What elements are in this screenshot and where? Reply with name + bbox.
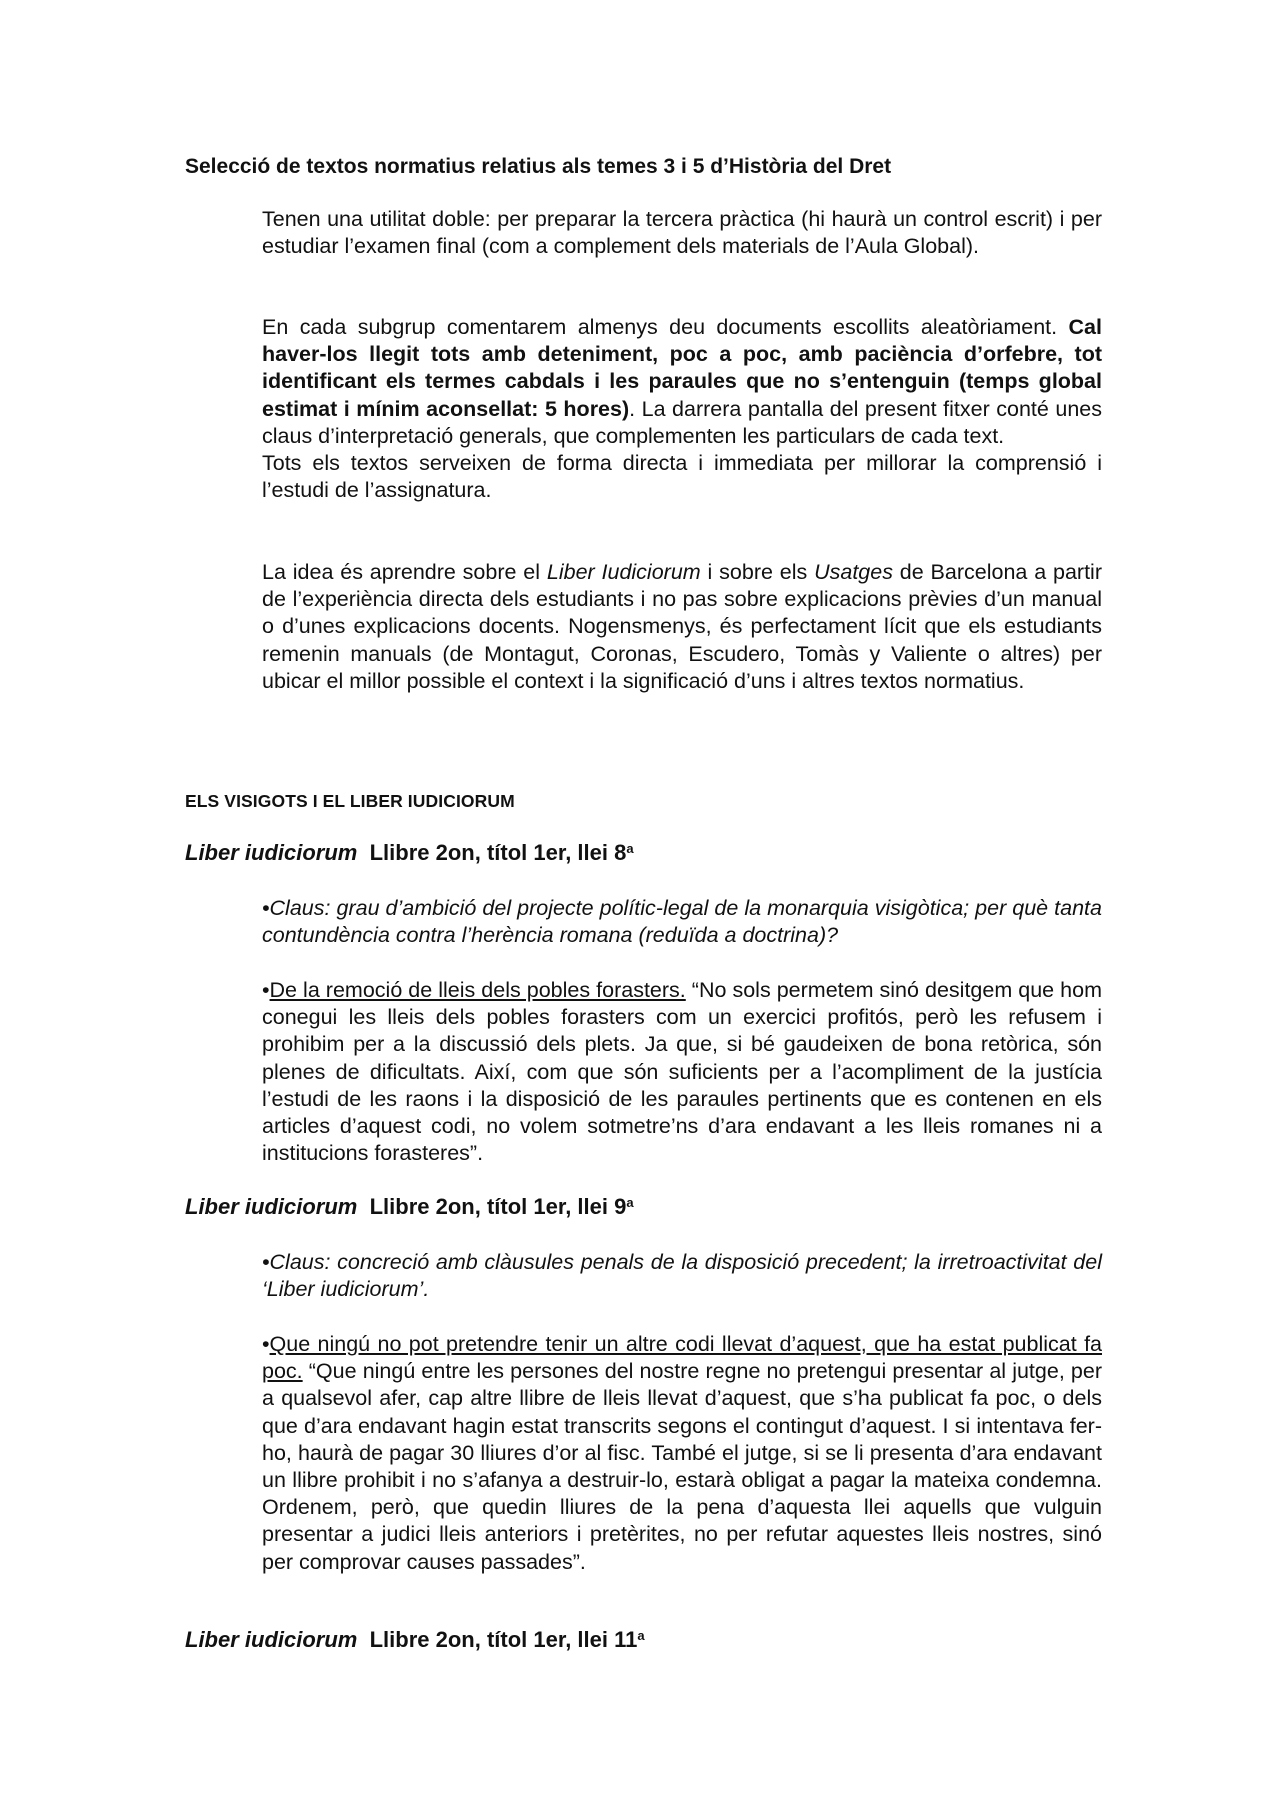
law-2-bullet: •: [262, 1332, 270, 1356]
liber-iudiciorum-term: Liber Iudiciorum: [546, 560, 701, 584]
intro-text-4-a: La idea és aprendre sobre el: [262, 560, 547, 584]
law-heading-3-sup: a: [637, 1628, 645, 1643]
law-1-bullet: •: [262, 978, 270, 1002]
law-heading-2: [185, 1193, 1085, 1221]
law-heading-2-sup: a: [626, 1195, 634, 1210]
intro-paragraph-4: [262, 559, 1102, 695]
intro-text-2-bold: Cal haver-los llegit tots amb deteniment, poc a poc, amb paciència d’orfebre, tot identificant els termes cabdals i les paraules que no s’entenguin (temps global estimat i mínim aconsellat: 5 hores): [262, 315, 1102, 421]
law-heading-1: [185, 839, 1085, 867]
intro-paragraph-1: [262, 206, 1102, 260]
intro-text-2-start: En cada subgrup comentarem almenys deu documents escollits aleatòriament.: [262, 315, 1058, 339]
law-2-claus: [262, 1249, 1102, 1303]
law-2-heading: Que ningú no pot pretendre tenir un altre codi llevat d’aquest, que ha estat publicat fa poc.: [262, 1332, 1102, 1384]
law-2-body-text: [262, 1331, 1102, 1576]
intro-text-2: [262, 314, 1102, 450]
law-heading-1-ref: Llibre 2on, títol 1er, llei 8: [369, 840, 627, 865]
law-1-heading: De la remoció de lleis dels pobles forasters.: [269, 978, 686, 1002]
law-heading-3-ref: Llibre 2on, títol 1er, llei 11: [369, 1627, 638, 1652]
law-1-body-text: [262, 977, 1102, 1167]
law-2-text: “Que ningú entre les persones del nostre regne no pretengui presentar al jutge, per a qualsevol afer, cap altre llibre de lleis llevat d’aquest, que s’ha publicat fa poc, o dels que d’ara endavant hagin estat transcrits segons el contingut d’aquest. I si intentava fer-ho, haurà de pagar 30 lliures d’or al fisc. També el jutge, si se li presenta d’ara endavant un llibre prohibit i no s’afanya a destruir-lo, estarà obligat a pagar la mateixa condemna. Ordenem, però, que quedin lliures de la pena d’aquesta llei aquells que vulguin presentar a judici lleis anteriors i pretèrites, no per refutar aquestes lleis nostres, sinó per comprovar causes passades”.: [262, 1359, 1102, 1574]
law-2-body: [262, 1331, 1102, 1576]
intro-text-4: [262, 559, 1102, 695]
section-heading: ELS VISIGOTS I EL LIBER IUDICIORUM: [185, 791, 515, 811]
law-heading-2-ref: Llibre 2on, títol 1er, llei 9: [369, 1194, 627, 1219]
document-title: Selecció de textos normatius relatius als temes 3 i 5 d’Història del Dret: [185, 155, 892, 178]
intro-text-4-c: de Barcelona a partir de l’experiència directa dels estudiants i no pas sobre explicacions prèvies d’un manual o d’unes explicacions docents. Nogensmenys, és perfectament lícit que els estudiants remenin manuals (de Montagut, Coronas, Escudero, Tomàs y Valiente o altres) per ubicar el millor possible el context i la significació d’uns i altres textos normatius.: [262, 560, 1102, 693]
law-1-claus-text: •Claus: grau d’ambició del projecte polític-legal de la monarquia visigòtica; per què tanta contundència contra l’herència romana (reduïda a doctrina)?: [262, 896, 1102, 948]
intro-text-4-b: i sobre els: [700, 560, 815, 584]
law-heading-1-sup: a: [626, 841, 634, 856]
intro-text-3: Tots els textos serveixen de forma directa i immediata per millorar la comprensió i l’estudi de l’assignatura.: [262, 451, 1102, 503]
law-1-claus: [262, 895, 1102, 949]
intro-text-1: Tenen una utilitat doble: per preparar la tercera pràctica (hi haurà un control escrit) i per estudiar l’examen final (com a complement dels materials de l’Aula Global).: [262, 207, 1102, 259]
law-1-body: [262, 977, 1102, 1167]
usatges-term: Usatges: [814, 560, 893, 584]
law-2-claus-text: •Claus: concreció amb clàusules penals de la disposició precedent; la irretroactivitat del ‘Liber iudiciorum’.: [262, 1250, 1102, 1302]
law-heading-3: [185, 1626, 1085, 1654]
law-heading-3-liber: Liber iudiciorum: [185, 1627, 358, 1652]
law-heading-2-liber: Liber iudiciorum: [185, 1194, 358, 1219]
law-1-text: “No sols permetem sinó desitgem que hom conegui les lleis dels pobles forasters com un exercici profitós, però les refusem i prohibim per a la discussió dels plets. Ja que, si bé gaudeixen de bona retòrica, són plenes de dificultats. Així, com que són suficients per a l’acompliment de la justícia l’estudi de les raons i la disposició de les paraules pertinents que es contenen en els articles d’aquest codi, no volem sotmetre’ns d’ara endavant a les lleis romanes ni a institucions forasteres”.: [262, 978, 1102, 1166]
intro-text-2-end: . La darrera pantalla del present fitxer conté unes claus d’interpretació generals, que complementen les particulars de cada text.: [262, 396, 1102, 448]
law-heading-1-liber: Liber iudiciorum: [185, 840, 358, 865]
intro-paragraph-2: [262, 314, 1102, 504]
